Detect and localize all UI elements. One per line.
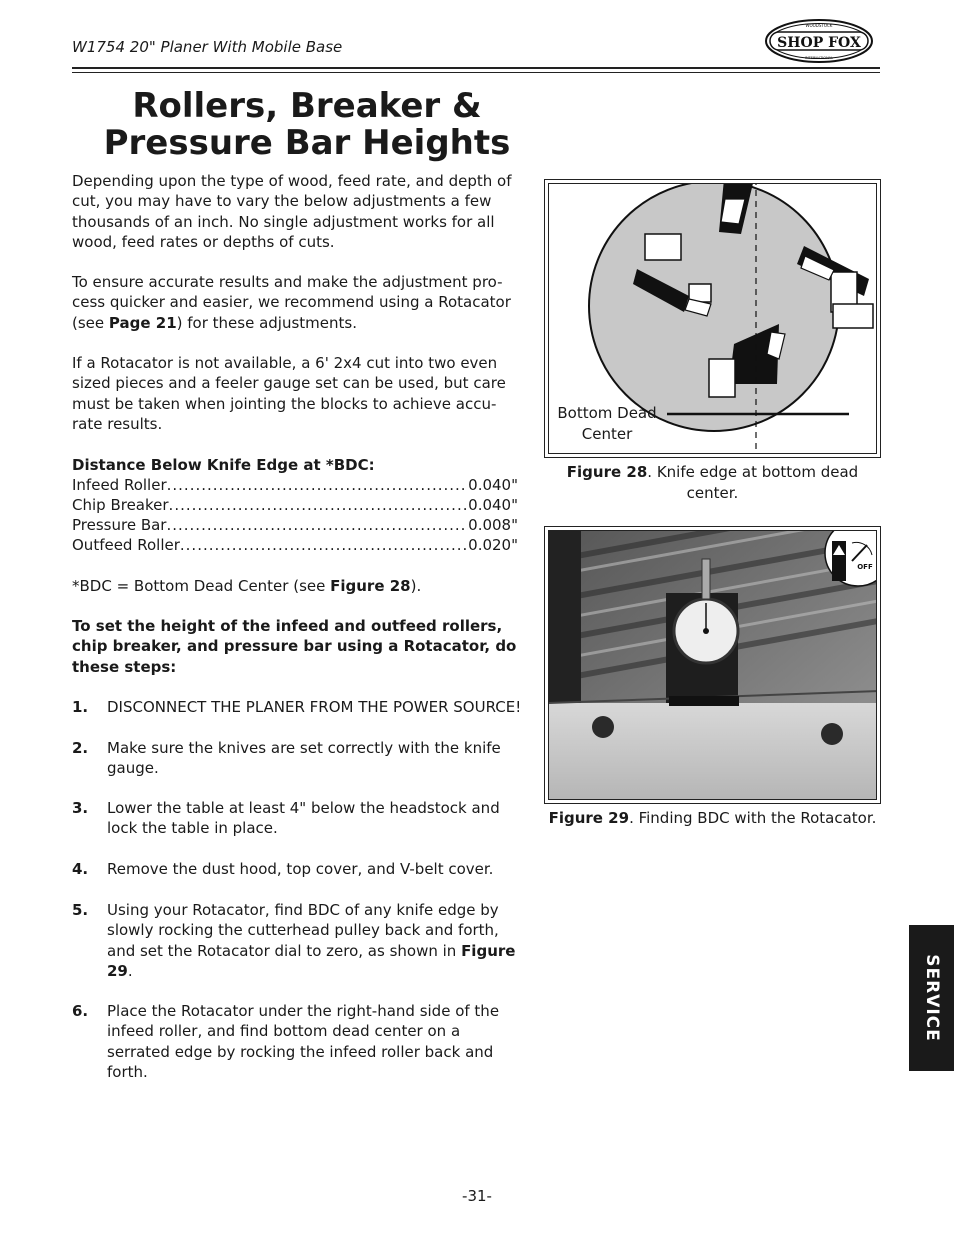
rotacator-photo [549,531,877,800]
figure-reference: Figure 28 [330,577,411,595]
logo-text: SHOP FOX [777,35,861,51]
figure-29-frame [544,526,881,804]
figure-29-caption: Figure 29. Finding BDC with the Rotacator. [548,809,877,827]
header-rule [72,67,880,69]
shop-fox-logo [764,18,874,64]
header-rule-thin [72,72,880,73]
step-text: DISCONNECT THE PLANER FROM THE POWER SOURCE! [107,698,522,716]
step-text: Place the Rotacator under the right-hand side of the infeed roller, and find bottom dead center on a serrated edge by rocking the infeed roller back and forth. [107,1002,500,1081]
step-text: Remove the dust hood, top cover, and V-belt cover. [107,860,494,878]
step-number: 5. [72,901,89,919]
step-text: Using your Rotacator, find BDC of any knife edge by slowly rocking the cutterhead pulley back and forth, and set the Rotacator dial to zero, as shown in Figure 29. [107,901,516,980]
figure-28-caption: Figure 28. Knife edge at bottom dead center. [566,463,859,502]
logo-arc-bottom: INTERNATIONAL [804,56,834,60]
step-text: Make sure the knives are set correctly with the knife gauge. [107,739,501,778]
rotacator-paragraph: To ensure accurate results and make the adjustment pro-cess quicker and easier, we recommend using a Rotacator (see Page 21) for these adjustments. [72,273,511,332]
alternative-method-paragraph: If a Rotacator is not available, a 6' 2x4 cut into two even sized pieces and a feeler gauge set can be used, but care must be taken when jointing the blocks to achieve accu-rate results. [72,354,506,433]
figure-reference: Figure 29 [107,941,516,980]
page-reference: Page 21 [108,313,177,332]
step-number: 3. [72,799,89,817]
step-number: 2. [72,739,89,757]
intro-paragraph: Depending upon the type of wood, feed rate, and depth of cut, you may have to vary the below adjustments a few thousands of an inch. No single adjustment works for all wood, feed rates or depths of cuts. [72,172,512,251]
step-number: 4. [72,860,89,878]
logo-arc-top: WOODSTOCK [805,23,833,28]
step-number: 1. [72,698,89,716]
service-tab-label: SERVICE [921,954,942,1042]
step-number: 6. [72,1002,89,1020]
page-number: -31- [462,1187,492,1205]
steps-heading: To set the height of the infeed and outfeed rollers, chip breaker, and pressure bar using a Rotacator, do these steps: [72,617,517,676]
distance-row-outfeed-roller: Outfeed Roller ..... 0.020" [72,535,518,555]
figure-28-frame [544,179,881,458]
distance-row-infeed-roller: Infeed Roller ..... 0.040" [72,475,518,495]
step-text: Lower the table at least 4" below the headstock and lock the table in place. [107,799,500,838]
section-title: Rollers, Breaker & Pressure Bar Heights [103,86,511,163]
off-label: OFF [857,563,873,571]
distance-row-pressure-bar: Pressure Bar ..... 0.008" [72,515,518,535]
distance-row-chip-breaker: Chip Breaker ..... 0.040" [72,495,518,515]
service-tab[interactable] [909,925,954,1071]
distance-heading: Distance Below Knife Edge at *BDC: [72,456,375,474]
document-title: W1754 20" Planer With Mobile Base [72,38,343,56]
bdc-note: *BDC = Bottom Dead Center (see Figure 28). [72,577,422,595]
bdc-label: Bottom Dead Center [557,404,657,443]
